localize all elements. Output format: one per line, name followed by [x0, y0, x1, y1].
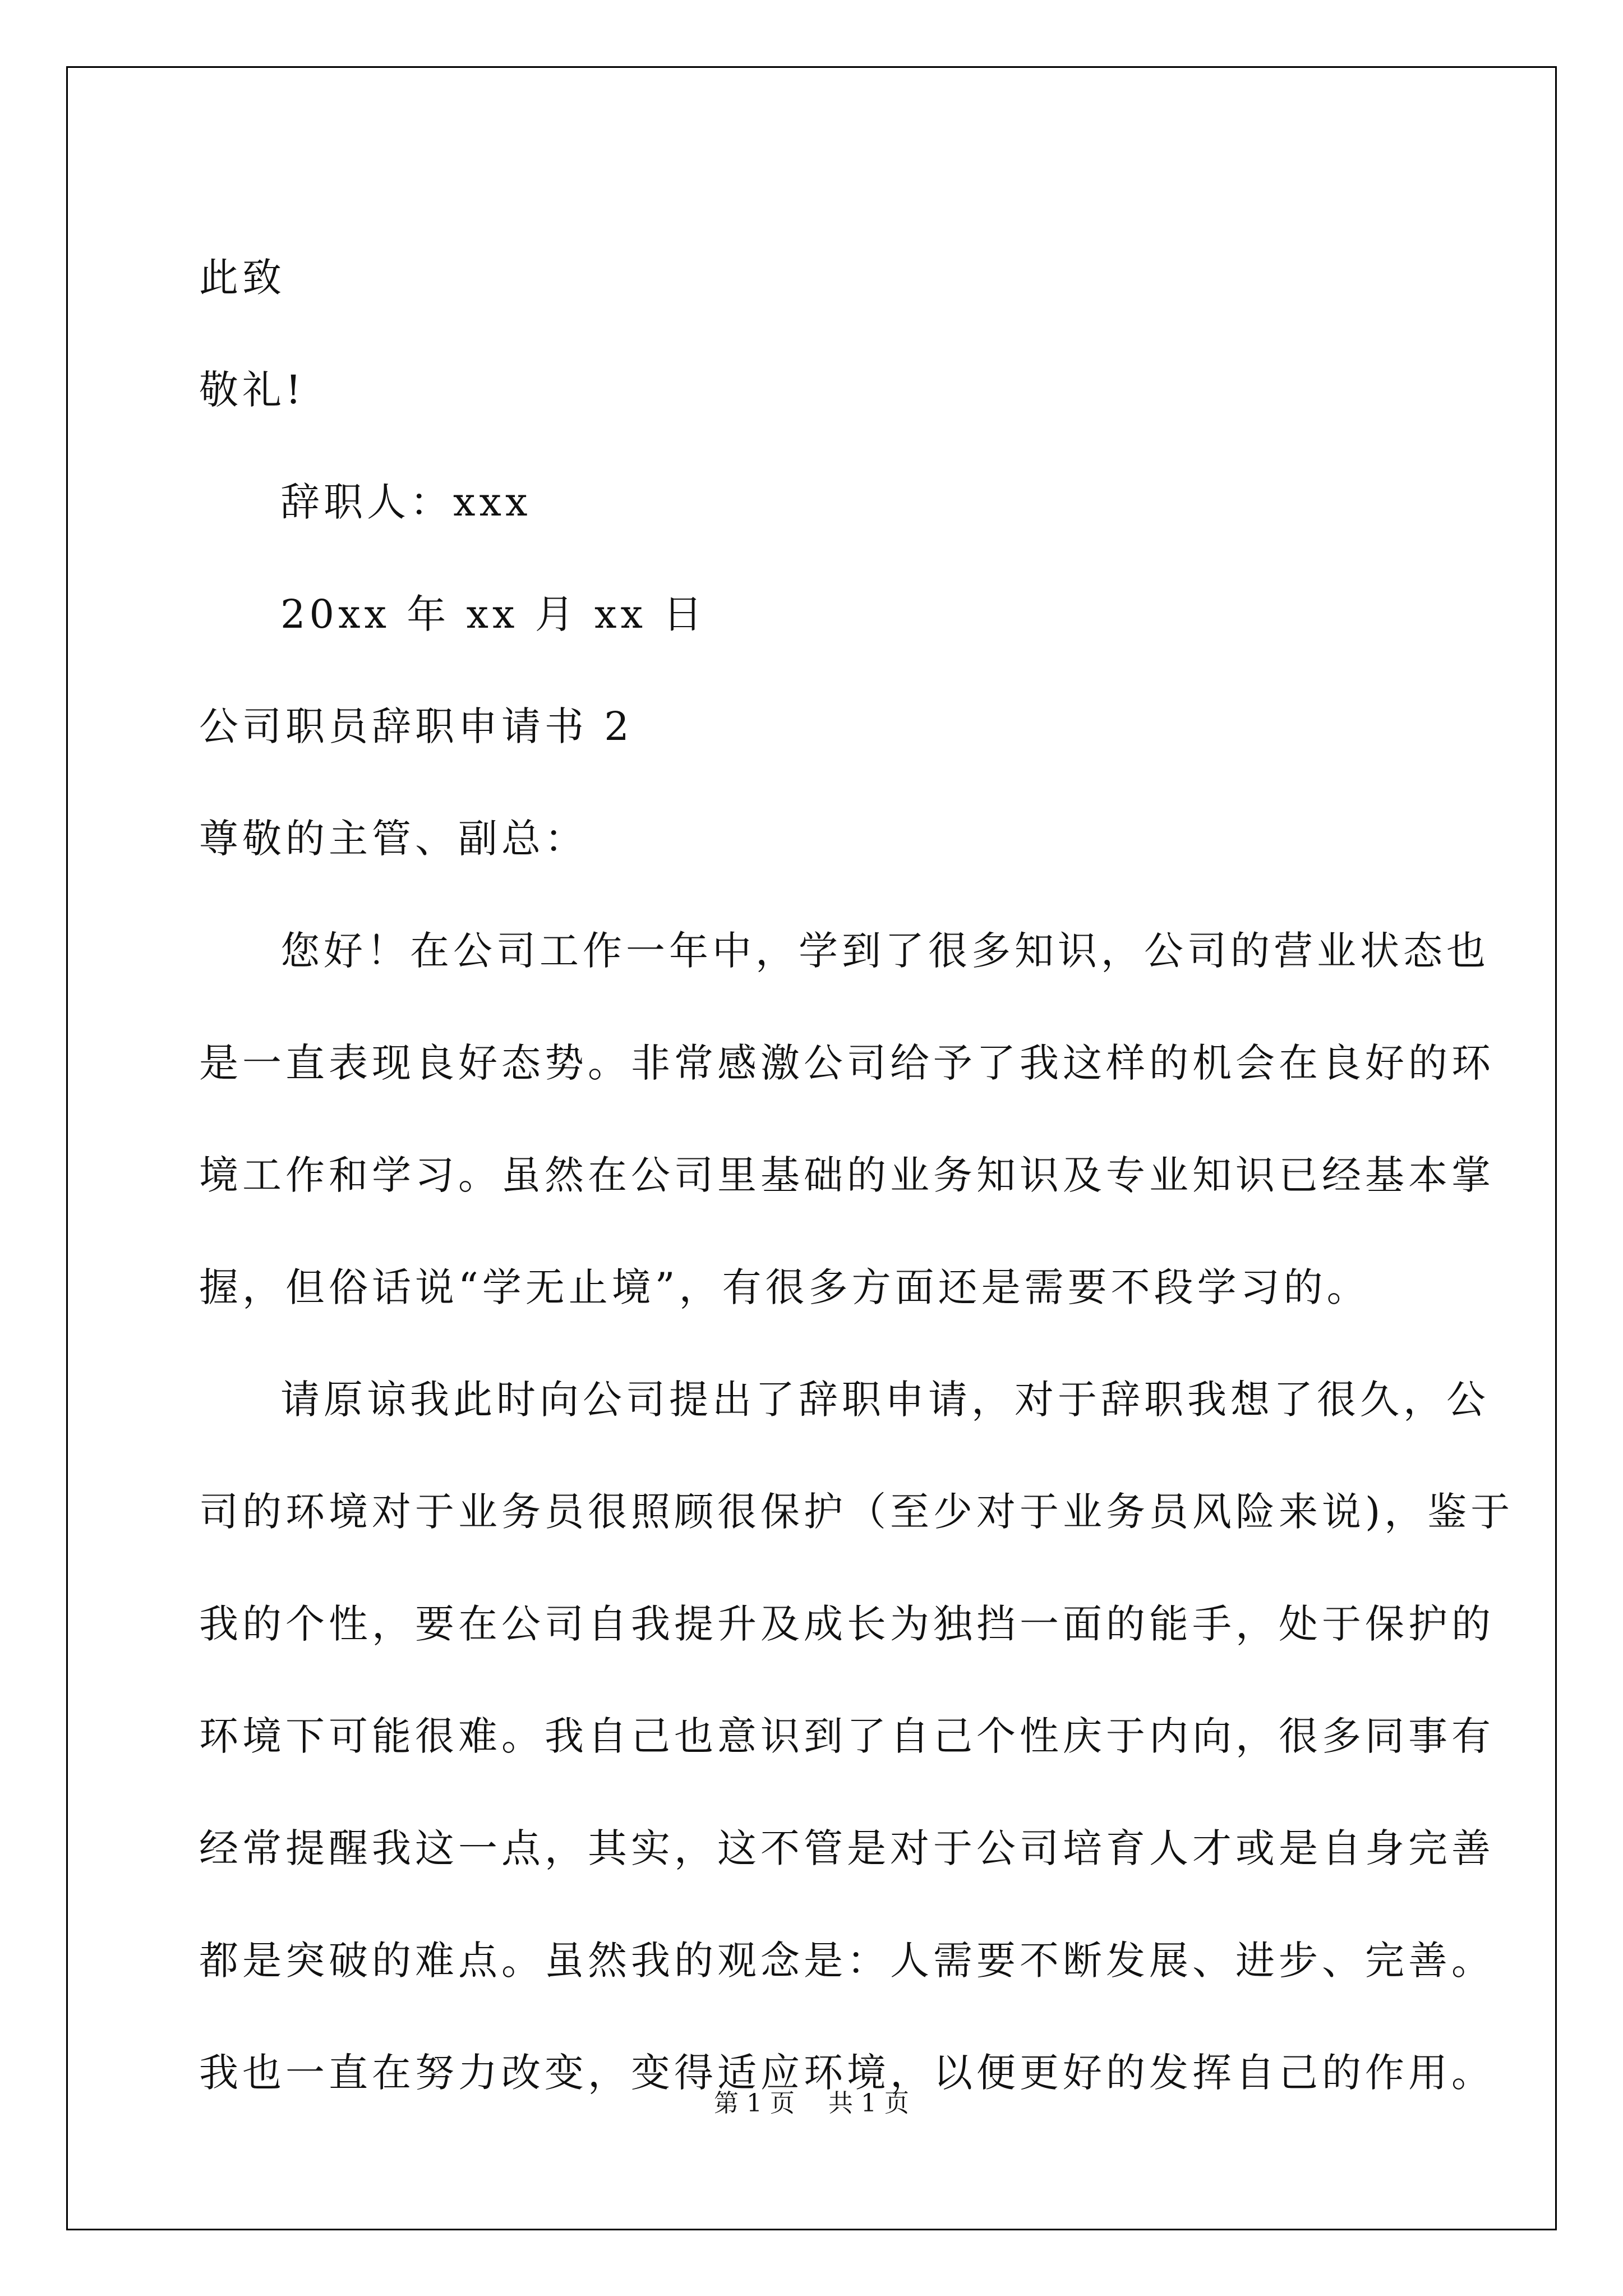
letter-title: 公司职员辞职申请书 2 [199, 703, 633, 749]
paragraph-line: 是一直表现良好态势。非常感激公司给予了我这样的机会在良好的环 [199, 1040, 1495, 1086]
page-number-current: 第 1 页 [714, 2089, 795, 2118]
page-footer [0, 2087, 1623, 2120]
paragraph-line: 环境下可能很难。我自己也意识到了自己个性庆于内向，很多同事有 [199, 1713, 1495, 1759]
salutation-jing-li: 敬礼! [199, 367, 306, 413]
signer-line: 辞职人：xxx [280, 479, 532, 525]
paragraph-line: 境工作和学习。虽然在公司里基础的业务知识及专业知识已经基本掌 [199, 1152, 1495, 1198]
letter-greeting: 尊敬的主管、副总： [199, 816, 588, 862]
paragraph-line: 都是突破的难点。虽然我的观念是：人需要不断发展、进步、完善。 [199, 1938, 1495, 1984]
paragraph-line: 我也一直在努力改变，变得适应环境，以便更好的发挥自己的作用。 [199, 2050, 1495, 2096]
paragraph-line: 经常提醒我这一点，其实，这不管是对于公司培育人才或是自身完善 [199, 1825, 1495, 1871]
paragraph-line: 请原谅我此时向公司提出了辞职申请，对于辞职我想了很久，公 [280, 1377, 1490, 1423]
date-line: 20xx 年 xx 月 xx 日 [280, 591, 707, 637]
salutation-ci-zhi: 此致 [199, 255, 285, 301]
paragraph-line: 我的个性，要在公司自我提升及成长为独挡一面的能手，处于保护的 [199, 1601, 1495, 1647]
paragraph-line: 司的环境对于业务员很照顾很保护（至少对于业务员风险来说)，鉴于 [199, 1489, 1514, 1535]
document-body [199, 222, 1514, 2129]
paragraph-line: 您好！在公司工作一年中，学到了很多知识，公司的营业状态也 [280, 928, 1490, 974]
paragraph-line: 握，但俗话说“学无止境”，有很多方面还是需要不段学习的。 [199, 1264, 1370, 1310]
page-number-total: 共 1 页 [828, 2089, 909, 2118]
